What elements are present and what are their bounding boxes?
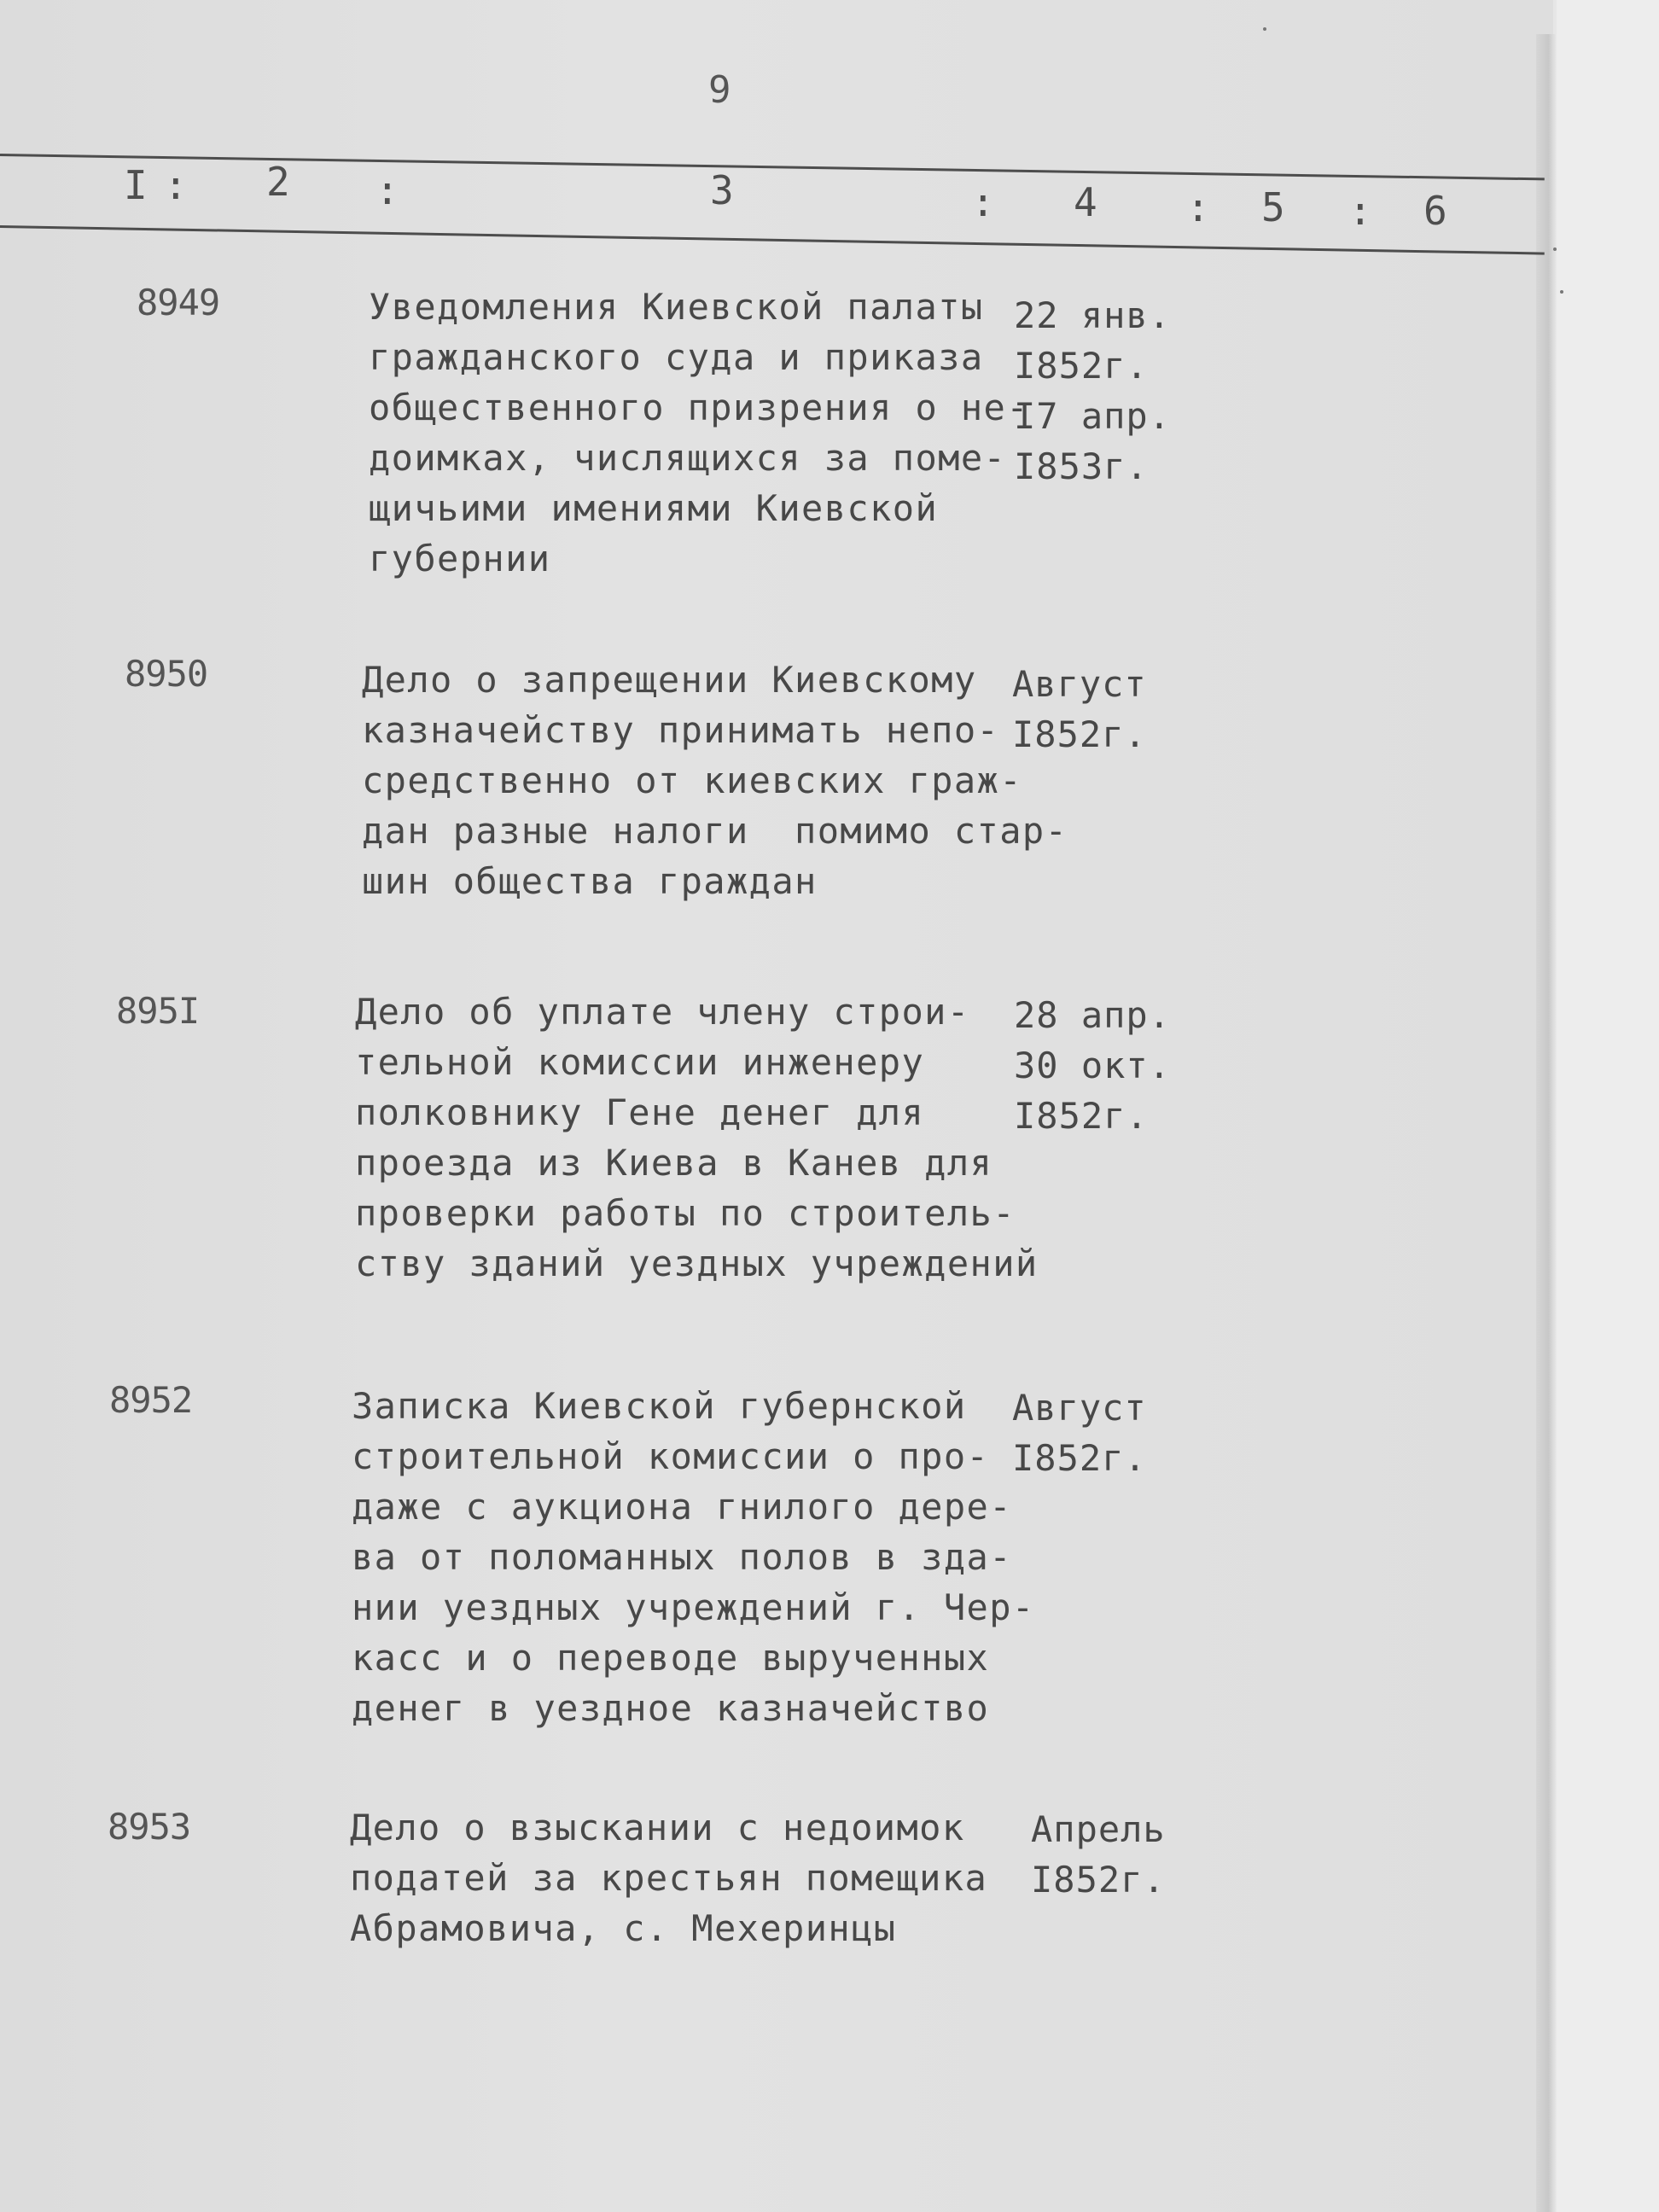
background-surface: [1557, 0, 1659, 2212]
entry-dates: [1012, 659, 1147, 760]
title-line: строительной комиссии о про-: [352, 1435, 990, 1477]
title-line: Абрамовича, с. Мехеринцы: [350, 1907, 897, 1949]
title-line: податей за крестьян помещика: [350, 1857, 988, 1899]
title-line: ва от поломанных полов в зда-: [352, 1536, 1012, 1578]
column-header-4: 4: [1074, 179, 1097, 225]
entry-number: 8952: [109, 1379, 193, 1421]
column-header-1: I: [124, 162, 148, 208]
title-line: средственно от киевских граж-: [362, 760, 1022, 801]
column-header-2: 2: [266, 159, 290, 205]
entry-title: [369, 282, 1029, 584]
page-edge: [1536, 34, 1557, 2212]
date-line: I852г.: [1031, 1859, 1166, 1901]
date-line: I852г.: [1014, 345, 1149, 387]
date-line: I853г.: [1014, 445, 1149, 487]
title-line: Дело об уплате члену строи-: [355, 991, 970, 1033]
entry-title: [362, 655, 1068, 906]
date-line: I852г.: [1012, 1437, 1147, 1479]
title-line: полковнику Гене денег для: [355, 1091, 925, 1133]
date-line: Апрель: [1031, 1808, 1166, 1850]
date-line: 30 окт.: [1014, 1045, 1172, 1086]
column-separator: :: [375, 167, 399, 213]
paper-speck: [1560, 290, 1563, 294]
title-line: даже с аукциона гнилого дере-: [352, 1486, 1012, 1528]
column-header-3: 3: [710, 167, 734, 213]
entry-number: 8950: [125, 653, 208, 695]
title-line: Записка Киевской губернской: [352, 1385, 967, 1427]
title-line: общественного призрения о не-: [369, 387, 1029, 428]
column-separator: :: [971, 179, 995, 225]
title-line: Дело о взыскании с недоимок: [350, 1807, 965, 1848]
entry-title: [355, 987, 1039, 1289]
title-line: денег в уездное казначейство: [352, 1687, 990, 1729]
title-line: казначейству принимать непо-: [362, 709, 1000, 751]
column-separator: :: [164, 162, 188, 208]
entry-dates: [1031, 1804, 1166, 1905]
title-line: ству зданий уездных учреждений: [355, 1243, 1039, 1284]
entry-number: 8953: [108, 1806, 191, 1848]
column-separator: :: [1186, 184, 1210, 230]
entry-dates: [1014, 990, 1171, 1141]
title-line: касс и о переводе вырученных: [352, 1637, 990, 1679]
date-line: Август: [1012, 1387, 1147, 1429]
title-line: Уведомления Киевской палаты: [369, 286, 984, 328]
date-line: I852г.: [1014, 1095, 1149, 1137]
title-line: губернии: [369, 538, 551, 579]
paper-speck: [1553, 247, 1557, 251]
date-line: I852г.: [1012, 713, 1147, 755]
date-line: Август: [1012, 663, 1147, 705]
date-line: 28 апр.: [1014, 994, 1172, 1036]
entry-dates: [1012, 1382, 1147, 1483]
date-line: 22 янв.: [1014, 294, 1172, 336]
title-line: тельной комиссии инженеру: [355, 1041, 925, 1083]
entry-title: [350, 1802, 987, 1953]
title-line: щичьими имениями Киевской: [369, 487, 939, 529]
title-line: проезда из Киева в Канев для: [355, 1142, 993, 1184]
entry-number: 895I: [116, 990, 200, 1032]
column-separator: :: [1348, 188, 1372, 234]
title-line: проверки работы по строитель-: [355, 1192, 1016, 1234]
entry-title: [352, 1381, 1035, 1733]
title-line: нии уездных учреждений г. Чер-: [352, 1586, 1035, 1628]
column-header-6: 6: [1423, 188, 1447, 234]
page-number: 9: [708, 68, 731, 112]
paper-speck: [1263, 27, 1266, 31]
title-line: Дело о запрещении Киевскому: [362, 659, 977, 701]
entry-dates: [1014, 290, 1171, 492]
title-line: дан разные налоги помимо стар-: [362, 810, 1068, 852]
title-line: доимках, числящихся за поме-: [369, 437, 1007, 479]
title-line: шин общества граждан: [362, 860, 818, 902]
column-header-5: 5: [1261, 184, 1285, 230]
date-line: I7 апр.: [1014, 395, 1172, 437]
title-line: гражданского суда и приказа: [369, 336, 984, 378]
entry-number: 8949: [137, 282, 220, 323]
